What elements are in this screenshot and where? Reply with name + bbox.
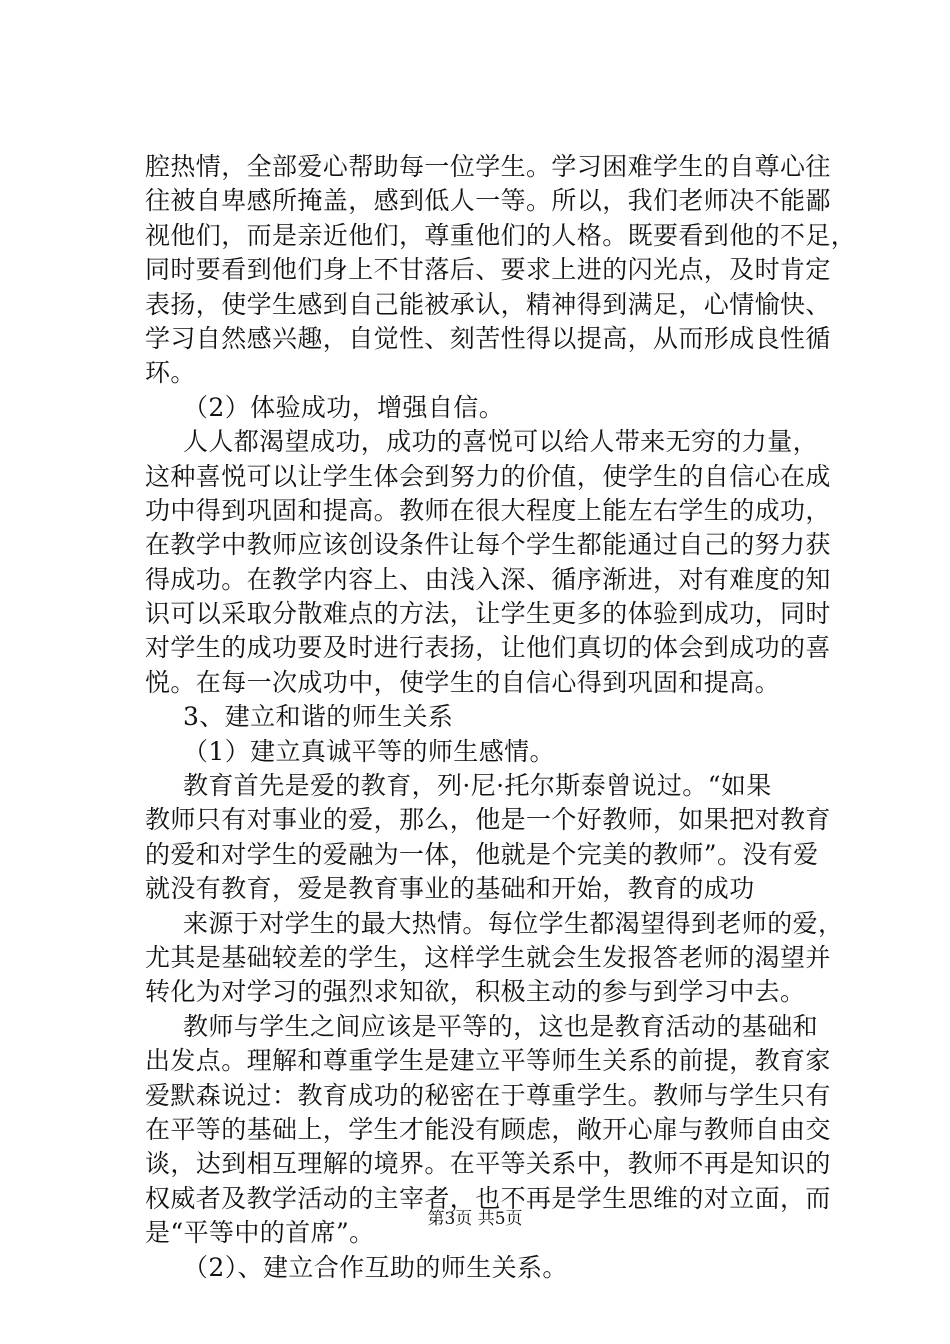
text-line: 学习自然感兴趣，自觉性、刻苦性得以提高，从而形成良性循 [145, 323, 831, 353]
text-line: 表扬，使学生感到自己能被承认，精神得到满足，心情愉快、 [145, 289, 831, 319]
text-line: 人人都渴望成功，成功的喜悦可以给人带来无穷的力量， [183, 427, 819, 457]
text-line: 视他们，而是亲近他们，尊重他们的人格。既要看到他的不足， [145, 220, 857, 250]
text-line: 对学生的成功要及时进行表扬，让他们真切的体会到成功的喜 [145, 633, 831, 663]
text-line: 这种喜悦可以让学生体会到努力的价值，使学生的自信心在成 [145, 461, 831, 491]
text-line: 就没有教育，爱是教育事业的基础和开始，教育的成功 [145, 874, 755, 904]
text-line: 出发点。理解和尊重学生是建立平等师生关系的前提，教育家 [145, 1046, 831, 1076]
text-line: 来源于对学生的最大热情。每位学生都渴望得到老师的爱， [183, 908, 844, 938]
section-heading: （2）体验成功，增强自信。 [183, 392, 505, 422]
text-line: 教师与学生之间应该是平等的，这也是教育活动的基础和 [183, 1011, 819, 1041]
text-line: 功中得到巩固和提高。教师在很大程度上能左右学生的成功， [145, 495, 831, 525]
text-line: 转化为对学习的强烈求知欲，积极主动的参与到学习中去。 [145, 977, 806, 1007]
body-text [145, 150, 857, 1285]
text-line: 在平等的基础上，学生才能没有顾虑，敞开心扉与教师自由交 [145, 1114, 831, 1144]
text-line: 环。 [145, 358, 196, 388]
text-line: 往被自卑感所掩盖，感到低人一等。所以，我们老师决不能鄙 [145, 186, 831, 216]
text-line: 爱默森说过：教育成功的秘密在于尊重学生。教师与学生只有 [145, 1080, 831, 1110]
text-line: 的爱和对学生的爱融为一体，他就是个完美的教师”。没有爱 [145, 839, 819, 869]
section-heading: （1）建立真诚平等的师生感情。 [183, 736, 555, 766]
section-heading: 3、建立和谐的师生关系 [183, 702, 454, 732]
text-line: 腔热情，全部爱心帮助每一位学生。学习困难学生的自尊心往 [145, 152, 831, 181]
text-line: 识可以采取分散难点的方法，让学生更多的体验到成功，同时 [145, 599, 831, 629]
text-line: 尤其是基础较差的学生，这样学生就会生发报答老师的渴望并 [145, 942, 831, 972]
text-line: 得成功。在教学内容上、由浅入深、循序渐进，对有难度的知 [145, 564, 831, 594]
section-heading: （2）、建立合作互助的师生关系。 [183, 1252, 568, 1282]
text-line: 谈，达到相互理解的境界。在平等关系中，教师不再是知识的 [145, 1149, 831, 1179]
text-line: 在教学中教师应该创设条件让每个学生都能通过自己的努力获 [145, 530, 831, 560]
text-line: 同时要看到他们身上不甘落后、要求上进的闪光点，及时肯定 [145, 255, 831, 285]
text-line: 是“平等中的首席”。 [145, 1218, 375, 1248]
text-line: 权威者及教学活动的主宰者，也不再是学生思维的对立面，而 [145, 1183, 831, 1213]
page-number-footer: 第3页 共5页 [427, 1209, 523, 1229]
text-line: 悦。在每一次成功中，使学生的自信心得到巩固和提高。 [145, 667, 781, 697]
text-line: 教育首先是爱的教育，列·尼·托尔斯泰曾说过。“如果 [183, 771, 772, 801]
text-line: 教师只有对事业的爱，那么，他是一个好教师，如果把对教育 [145, 805, 831, 835]
